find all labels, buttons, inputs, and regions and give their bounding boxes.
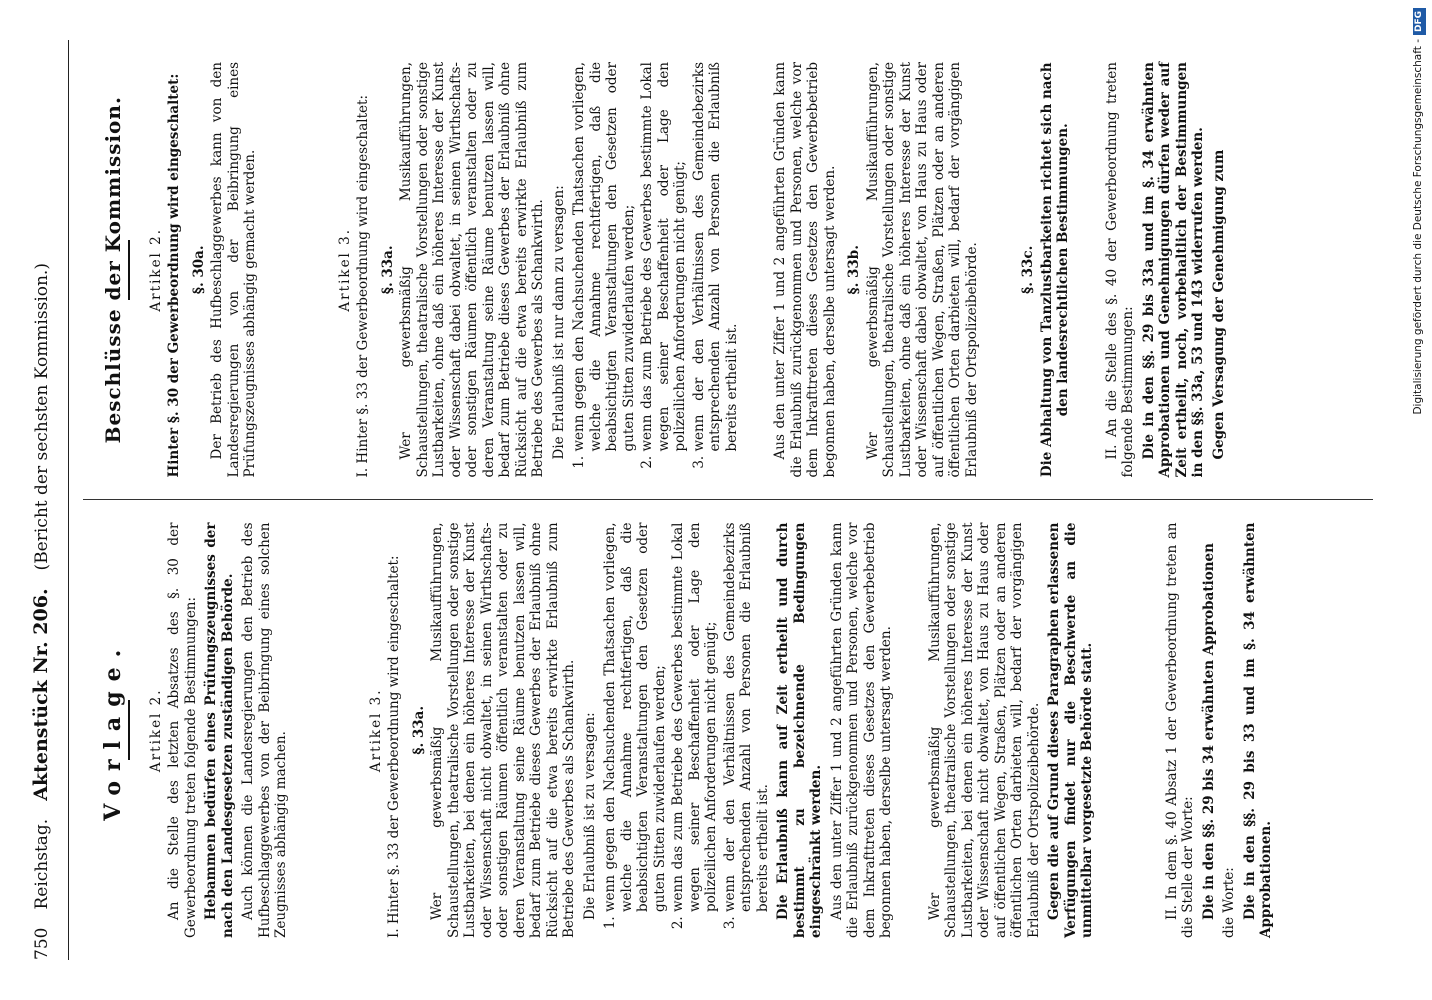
title-rule: [128, 700, 130, 760]
list-item: 2. wenn das zum Betriebe des Gewerbes bestimmte Lokal wegen seiner Beschaffenheit oder Lage den polizeilichen Anforderungen nicht genügt;: [670, 523, 720, 913]
credit-text: Digitalisierung gefördert durch die Deutsche Forschungsgemeinschaft -: [1412, 39, 1424, 415]
column-title: Vorlage.: [100, 639, 126, 821]
running-header: [30, 40, 69, 960]
list-item: 3. wenn der den Verhältnissen des Gemeindebezirks entsprechenden Anzahl von Personen die Erlaubniß bereits ertheilt ist.: [722, 523, 772, 913]
paragraph: Der Betrieb des Hufbeschlaggewerbes kann von den Landesregierungen von der Beibringung eines Prüfungszeugnisses abhängig gemacht werden.: [209, 62, 258, 478]
quoted-words: Die in den §§. 29 bis 34 erwähnten Approbationen: [1200, 543, 1217, 920]
section-number: §. 33a.: [379, 245, 396, 295]
paragraph: Auch können die Landesregierungen den Betrieb des Hufbeschlaggewerbes von der Beibringung eines solchen Zeugnisses abhängig machen.: [240, 522, 289, 938]
paragraph: Wer gewerbsmäßig Musikaufführungen, Schaustellungen, theatralische Vorstellungen oder sonstige Lustbarkeiten, bei denen ein höheres Interesse der Kunst oder Wissenschaft nicht obwaltet, in seinen Wirthschafts- oder sonstigen Räumen öffentlich veranstalten oder zu deren Veranstaltung seine Räume benutzen lassen will, bedarf zum Betriebe dieses Gewerbes der Erlaubniß ohne Rücksicht auf die etwa bereits erwirkte Erlaubniß zum Betriebe des Gewerbes als Schankwirth.: [429, 522, 577, 938]
list-item: 1. wenn gegen den Nachsuchenden Thatsachen vorliegen, welche die Annahme rechtfertigen, daß die beabsichtigten Veranstaltungen den Gesetzen oder guten Sitten zuwiderlaufen werden;: [571, 62, 637, 452]
article-heading: Artikel 2.: [147, 227, 164, 312]
paragraph: Gegen die auf Grund dieses Paragraphen erlassenen Verfügungen findet nur die Beschwerde an die unmittelbar vorgesetzte Behörde statt.: [1046, 522, 1095, 938]
paragraph: Aus den unter Ziffer 1 und 2 angeführten Gründen kann die Erlaubniß zurückgenommen und Personen, welche vor dem Inkrafttreten dieses Gesetzes den Gewerbebetrieb begonnen haben, derselbe untersagt werden.: [828, 522, 894, 938]
document-number: Aktenstück Nr. 206.: [30, 588, 52, 801]
paragraph: Aus den unter Ziffer 1 und 2 angeführten Gründen kann die Erlaubniß zurückgenommen und Personen, welche vor dem Inkrafttreten dieses Gesetzes den Gewerbebetrieb begonnen haben, derselbe untersagt werden.: [772, 62, 838, 478]
list-item: 1. wenn gegen den Nachsuchenden Thatsachen vorliegen, welche die Annahme rechtfertigen, daß die beabsichtigten Veranstaltungen den Gesetzen oder guten Sitten zuwiderlaufen werden;: [602, 523, 668, 913]
paragraph: I. Hinter §. 33 der Gewerbeordnung wird eingeschaltet:: [386, 555, 402, 938]
paragraph: II. In dem §. 40 Absatz 1 der Gewerbeordnung treten an die Stelle der Worte:: [1163, 522, 1196, 938]
paragraph: Die Erlaubniß ist zu versagen:: [581, 712, 598, 920]
paragraph: Hinter §. 30 der Gewerbeordnung wird eingeschaltet:: [166, 73, 182, 478]
paragraph: Wer gewerbsmäßig Musikaufführungen, Schaustellungen, theatralische Vorstellungen oder sonstige Lustbarkeiten, ohne daß ein höheres Interesse der Kunst oder Wissenschaft dabei obwaltet, von Haus zu Haus oder auf öffentlichen Wegen, Straßen, Plätzen oder an anderen öffentlichen Orten darbieten will, bedarf der vorgängigen Erlaubniß der Ortspolizeibehörde.: [864, 62, 980, 478]
column-beschluesse: [83, 40, 1373, 501]
column-title: Beschlüsse der Kommission.: [101, 96, 125, 444]
list-item: 3. wenn der den Verhältnissen des Gemeindebezirks entsprechenden Anzahl von Personen die Erlaubniß bereits ertheilt ist.: [691, 62, 741, 452]
report-note: (Bericht der sechsten Kommission.): [32, 263, 52, 571]
paragraph: die Worte:: [1221, 867, 1237, 938]
paragraph: Wer gewerbsmäßig Musikaufführungen, Schaustellungen, theatralische Vorstellungen oder sonstige Lustbarkeiten, ohne daß ein höheres Interesse der Kunst oder Wissenschaft dabei obwaltet, in seinen Wirthschafts- oder sonstigen Räumen öffentlich veranstalten oder zu deren Veranstaltung seine Räume benutzen lassen will, bedarf zum Betriebe dieses Gewerbes der Erlaubniß ohne Rücksicht auf die etwa bereits erwirkte Erlaubniß zum Betriebe des Gewerbes als Schankwirth.: [398, 62, 546, 478]
quoted-words: Die in den §§. 29 bis 33 und im §. 34 erwähnten Approbationen.: [1241, 522, 1274, 938]
paragraph: Gegen Versagung der Genehmigung zum: [1210, 149, 1227, 460]
paragraph: II. An die Stelle des §. 40 der Gewerbeordnung treten folgende Bestimmungen:: [1103, 62, 1136, 478]
section-number: §. 33b.: [846, 245, 862, 295]
dfg-logo: DFG: [1413, 8, 1426, 35]
page-number: 750: [32, 927, 52, 960]
paragraph: Die in den §§. 29 bis 33a und im §. 34 erwähnten Approbationen und Genehmigungen dürfen weder auf Zeit ertheilt, noch, vorbehaltlich der Bestimmungen in den §§. 33a, 53 und 143 widerrufen werden.: [1140, 62, 1206, 478]
publication-name: Reichstag.: [32, 818, 52, 910]
title-rule: [128, 240, 130, 300]
article-heading: Artikel 3.: [336, 227, 353, 312]
section-number: §. 33a.: [410, 705, 427, 755]
article-heading: Artikel 2.: [147, 688, 164, 773]
two-column-body: [83, 40, 1373, 960]
paragraph: Die Erlaubniß ist nur dann zu versagen:: [550, 185, 567, 460]
list-item: 2. wenn das zum Betriebe des Gewerbes bestimmte Lokal wegen seiner Beschaffenheit oder Lage den polizeilichen Anforderungen nicht genügt;: [639, 62, 689, 452]
digitization-credit: [1410, 8, 1426, 992]
column-vorlage: [83, 501, 1373, 961]
paragraph: Hebammen bedürfen eines Prüfungszeugnisses der nach den Landesgesetzen zuständigen Behörde.: [203, 522, 236, 938]
paragraph: Die Erlaubniß kann auf Zeit ertheilt und durch bestimmt zu bezeichnende Bedingungen eingeschränkt werden.: [775, 522, 824, 938]
section-number: §. 33c.: [1020, 245, 1036, 294]
section-number: §. 30a.: [190, 245, 207, 295]
article-heading: Artikel 3.: [367, 688, 384, 773]
paragraph: I. Hinter §. 33 der Gewerbeordnung wird eingeschaltet:: [355, 94, 371, 478]
paragraph: Wer gewerbsmäßig Musikaufführungen, Schaustellungen, theatralische Vorstellungen oder sonstige Lustbarkeiten, bei denen ein höheres Interesse der Kunst oder Wissenschaft nicht obwaltet, von Haus zu Haus oder auf öffentlichen Wegen, Straßen, Plätzen oder an anderen öffentlichen Orten darbieten will, bedarf der vorgängigen Erlaubniß der Ortspolizeibehörde.: [926, 522, 1042, 938]
condition-list: [602, 523, 771, 939]
paragraph: An die Stelle des letzten Absatzes des §. 30 der Gewerbeordnung treten folgende Bestimmungen:: [166, 522, 199, 938]
section-title: Die Abhaltung von Tanzlustbarkeiten richtet sich nach den landesrechtlichen Bestimmungen.: [1038, 62, 1071, 478]
condition-list: [571, 62, 740, 478]
